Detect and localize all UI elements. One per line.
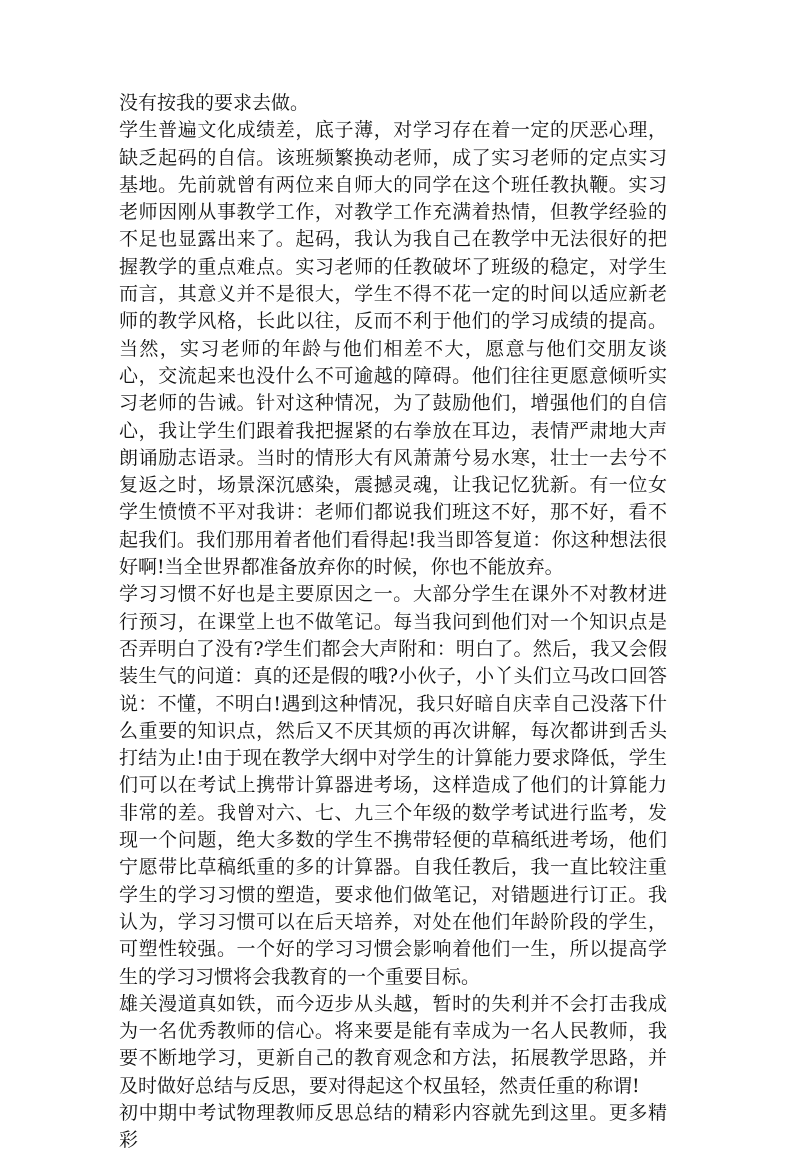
paragraph-study-habits: 学习习惯不好也是主要原因之一。大部分学生在课外不对教材进行预习，在课堂上也不做笔记。每当我问到他们对一个知识点是否弄明白了没有?学生们都会大声附和：明白了。然后，我又会假装生气的问道：真的还是假的哦?小伙子，小丫头们立马改口回答说：不懂，不明白!遇到这种情况，我只好暗自庆幸自己没落下什么重要的知识点，然后又不厌其烦的再次讲解，每次都讲到舌头打结为止!由于现在教学大纲中对学生的计算能力要求降低，学生们可以在考试上携带计算器进考场，这样造成了他们的计算能力非常的差。我曾对六、七、九三个年级的数学考试进行监考，发现一个问题，绝大多数的学生不携带轻便的草稿纸进考场，他们宁愿带比草稿纸重的多的计算器。自我任教后，我一直比较注重学生的学习习惯的塑造，要求他们做笔记，对错题进行订正。我认为，学习习惯可以在后天培养，对处在他们年龄阶段的学生，可塑性较强。一个好的学习习惯会影响着他们一生，所以提高学生的学习习惯将会我教育的一个重要目标。 (119, 583, 667, 988)
document-body (119, 90, 667, 1155)
paragraph-student-foundation: 学生普遍文化成绩差，底子薄，对学习存在着一定的厌恶心理，缺乏起码的自信。该班频繁换动老师，成了实习老师的定点实习基地。先前就曾有两位来自师大的同学在这个班任教执鞭。实习老师因刚从事教学工作，对教学工作充满着热情，但教学经验的不足也显露出来了。起码，我认为我自己在教学中无法很好的把握教学的重点难点。实习老师的任教破坏了班级的稳定，对学生而言，其意义并不是很大，学生不得不花一定的时间以适应新老师的教学风格，长此以往，反而不利于他们的学习成绩的提高。当然，实习老师的年龄与他们相差不大，愿意与他们交朋友谈心，交流起来也没什么不可逾越的障碍。他们往往更愿意倾听实习老师的告诫。针对这种情况，为了鼓励他们，增强他们的自信心，我让学生们跟着我把握紧的右拳放在耳边，表情严肃地大声朗诵励志语录。当时的情形大有风萧萧兮易水寒，壮士一去兮不复返之时，场景深沉感染，震撼灵魂，让我记忆犹新。有一位女学生愤愤不平对我讲：老师们都说我们班这不好，那不好，看不起我们。我们那用着者他们看得起!我当即答复道：你这种想法很好啊!当全世界都准备放弃你的时候，你也不能放弃。 (119, 119, 667, 579)
paragraph-closing: 初中期中考试物理教师反思总结的精彩内容就先到这里。更多精彩 (119, 1101, 667, 1152)
paragraph-resolution: 雄关漫道真如铁，而今迈步从头越，暂时的失利并不会打击我成为一名优秀教师的信心。将来要是能有幸成为一名人民教师，我要不断地学习，更新自己的教育观念和方法，拓展教学思路，并及时做好总结与反思，要对得起这个权虽轻，然责任重的称谓! (119, 992, 667, 1097)
paragraph-continuation: 没有按我的要求去做。 (119, 92, 310, 114)
